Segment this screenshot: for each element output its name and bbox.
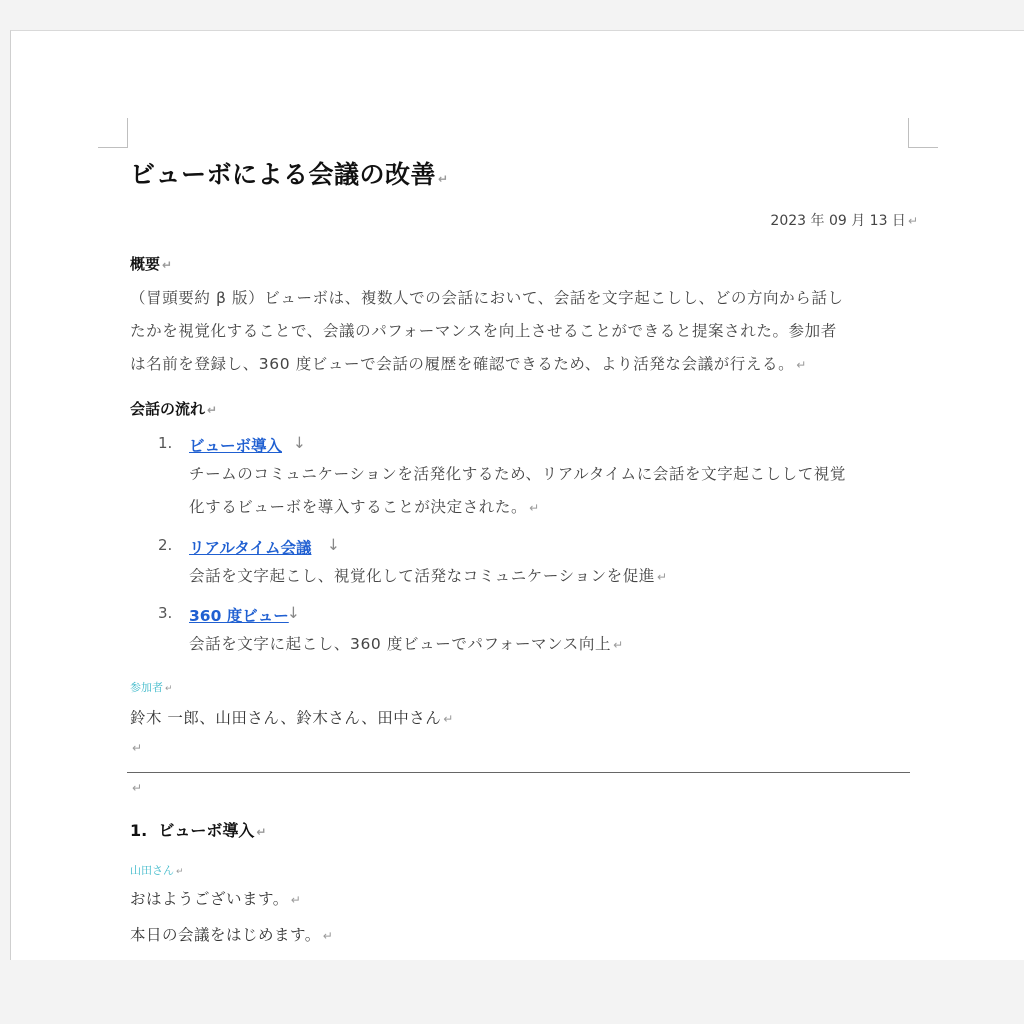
description-line: 化するビューボを導入することが決定された。 ↵ [189, 498, 540, 516]
summary-line: （冒頭要約 β 版）ビューボは、複数人での会話において、会話を文字起こしし、どの方向から話し [130, 289, 844, 307]
flow-link-viewbo-intro[interactable]: ビューボ導入 [189, 437, 283, 455]
flow-item-description[interactable] [189, 458, 919, 525]
summary-line: は名前を登録し、360 度ビューで会話の履歴を確認できるため、より活発な会議が行える。 ↵ [130, 355, 807, 373]
transcript-section-heading[interactable]: 1. ビューボ導入 ↵ [130, 821, 267, 840]
paragraph-mark-icon: ↵ [322, 929, 334, 943]
summary-paragraph[interactable] [130, 282, 920, 382]
page-gap [0, 960, 1024, 1024]
paragraph-mark-icon: ↵ [796, 358, 807, 372]
paragraph-mark-icon: ↵ [132, 781, 143, 795]
summary-heading[interactable]: 概要 ↵ [130, 255, 173, 273]
empty-paragraph[interactable] [130, 778, 143, 796]
paragraph-mark-icon: ↵ [176, 867, 184, 877]
paragraph-mark-icon: ↵ [438, 172, 449, 186]
paragraph-mark-icon: ↵ [132, 741, 143, 755]
participants-names[interactable]: 鈴木 一郎、山田さん、鈴木さん、田中さん ↵ [130, 709, 454, 727]
list-number: 3. [158, 604, 173, 622]
transcript-line[interactable]: 本日の会議をはじめます。 ↵ [130, 926, 334, 944]
paragraph-mark-icon: ↵ [907, 214, 918, 228]
line-break-mark-icon: ↓ [287, 604, 300, 622]
horizontal-rule [127, 772, 910, 773]
paragraph-mark-icon: ↵ [207, 403, 218, 417]
flow-item-description[interactable] [189, 560, 919, 594]
description-line: 会話を文字に起こし、360 度ビューでパフォーマンス向上 ↵ [189, 635, 624, 653]
paragraph-mark-icon: ↵ [162, 258, 173, 272]
document-title[interactable]: ビューボによる会議の改善 ↵ [130, 160, 449, 189]
margin-corner-top-right [908, 118, 938, 148]
paragraph-mark-icon: ↵ [443, 712, 454, 726]
list-number: 2. [158, 536, 173, 554]
flow-link-360-view[interactable]: 360 度ビュー [189, 607, 289, 625]
paragraph-mark-icon: ↵ [165, 684, 173, 694]
speaker-label[interactable]: 山田さん ↵ [130, 864, 184, 877]
paragraph-mark-icon: ↵ [656, 570, 668, 584]
empty-paragraph[interactable] [130, 738, 143, 756]
participants-label[interactable]: 参加者 ↵ [130, 681, 173, 694]
flow-item-description[interactable] [189, 628, 919, 662]
list-number: 1. [158, 434, 173, 452]
line-break-mark-icon: ↓ [327, 536, 340, 554]
margin-corner-top-left [98, 118, 128, 148]
paragraph-mark-icon: ↵ [290, 893, 302, 907]
flow-heading[interactable]: 会話の流れ ↵ [130, 400, 218, 418]
description-line: 会話を文字起こし、視覚化して活発なコミュニケーションを促進 ↵ [189, 567, 668, 585]
document-date[interactable]: 2023 年 09 月 13 日 ↵ [770, 213, 918, 229]
paragraph-mark-icon: ↵ [613, 638, 624, 652]
line-break-mark-icon: ↓ [293, 434, 306, 452]
paragraph-mark-icon: ↵ [529, 501, 540, 515]
summary-line: たかを視覚化することで、会議のパフォーマンスを向上させることができると提案された。参加者 [130, 322, 837, 340]
transcript-line[interactable]: おはようございます。 ↵ [130, 890, 302, 908]
description-line: チームのコミュニケーションを活発化するため、リアルタイムに会話を文字起こしして視覚 [189, 465, 847, 483]
flow-link-realtime-meeting[interactable]: リアルタイム会議 [189, 539, 312, 557]
paragraph-mark-icon: ↵ [256, 825, 267, 839]
